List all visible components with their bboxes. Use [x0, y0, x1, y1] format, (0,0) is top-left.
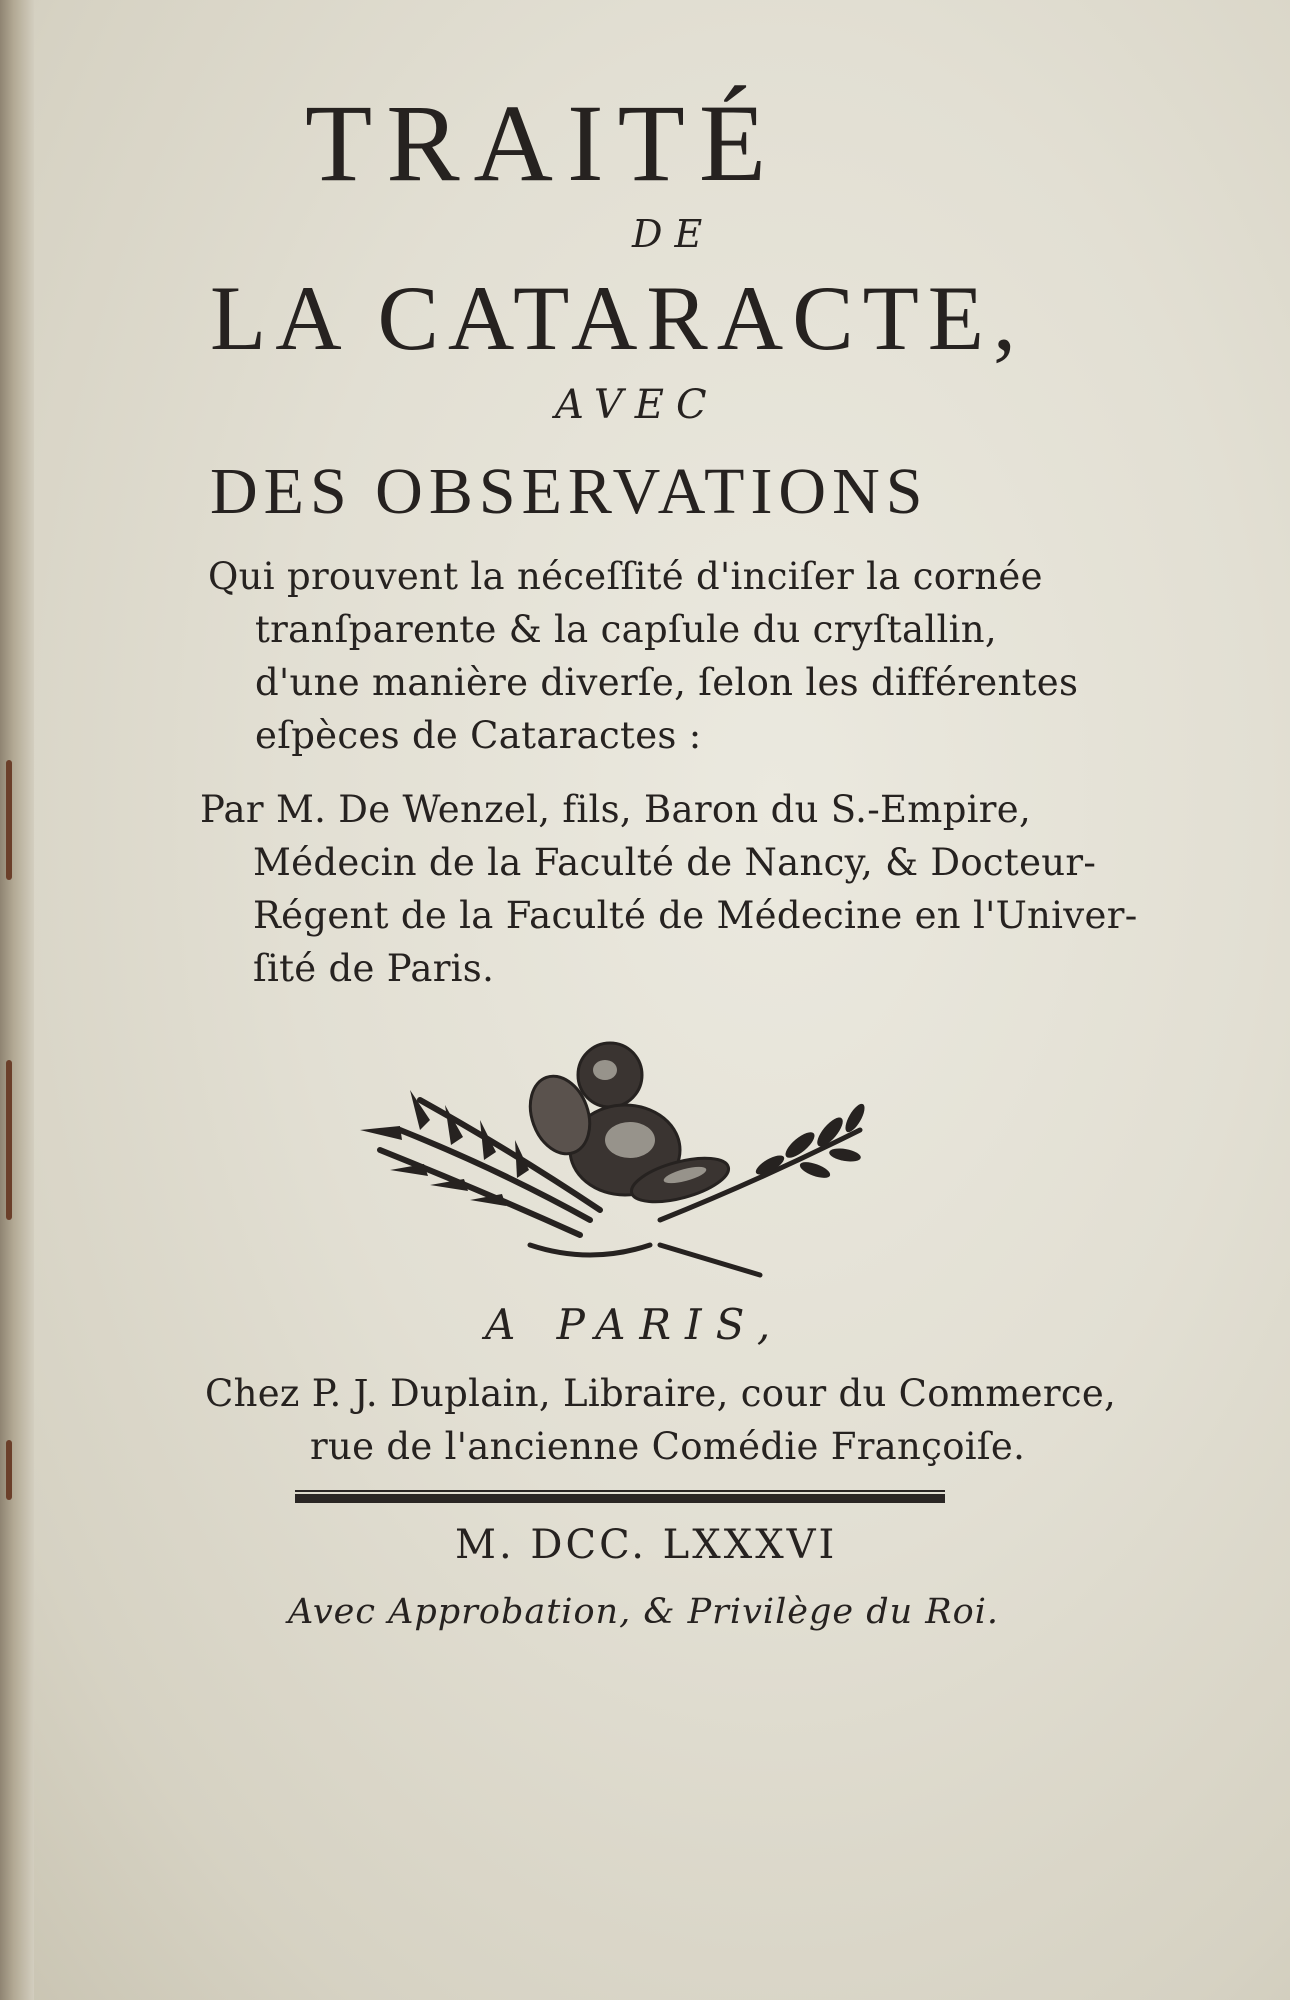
description-line: Qui prouvent la néceſſité d'inciſer la cornée	[208, 555, 1043, 598]
rule-thin-line	[295, 1490, 945, 1492]
rule-thick-line	[295, 1494, 945, 1503]
title-de: DE	[632, 212, 715, 256]
title-traite: TRAITÉ	[305, 82, 781, 204]
imprint-place: A PARIS,	[485, 1300, 785, 1349]
double-rule-divider	[295, 1490, 945, 1508]
author-line: ſité de Paris.	[253, 947, 495, 990]
spine-damage	[6, 1060, 12, 1220]
publisher-line: Chez P. J. Duplain, Libraire, cour du Commerce,	[205, 1372, 1117, 1415]
approbation-line: Avec Approbation, & Privilège du Roi.	[288, 1592, 1000, 1632]
author-line: Médecin de la Faculté de Nancy, & Docteur-	[253, 841, 1097, 884]
author-line: Régent de la Faculté de Médecine en l'Univer-	[253, 894, 1138, 937]
title-cataracte: LA CATARACTE,	[210, 267, 1025, 369]
description-line: d'une manière diverſe, ſelon les différentes	[255, 661, 1079, 704]
spine-damage	[6, 760, 12, 880]
book-spine-edge	[0, 0, 34, 2000]
title-avec: AVEC	[555, 382, 719, 428]
description-line: tranſparente & la capſule du cryſtallin,	[255, 608, 997, 651]
spine-damage	[6, 1440, 12, 1500]
description-line: eſpèces de Cataractes :	[255, 714, 702, 757]
publisher-line: rue de l'ancienne Comédie Françoiſe.	[310, 1425, 1026, 1468]
title-observations: DES OBSERVATIONS	[210, 455, 929, 528]
author-line: Par M. De Wenzel, fils, Baron du S.-Empire,	[200, 788, 1032, 831]
publication-date: M. DCC. LXXXVI	[455, 1522, 838, 1568]
cherub-ornament-icon	[360, 1020, 900, 1280]
